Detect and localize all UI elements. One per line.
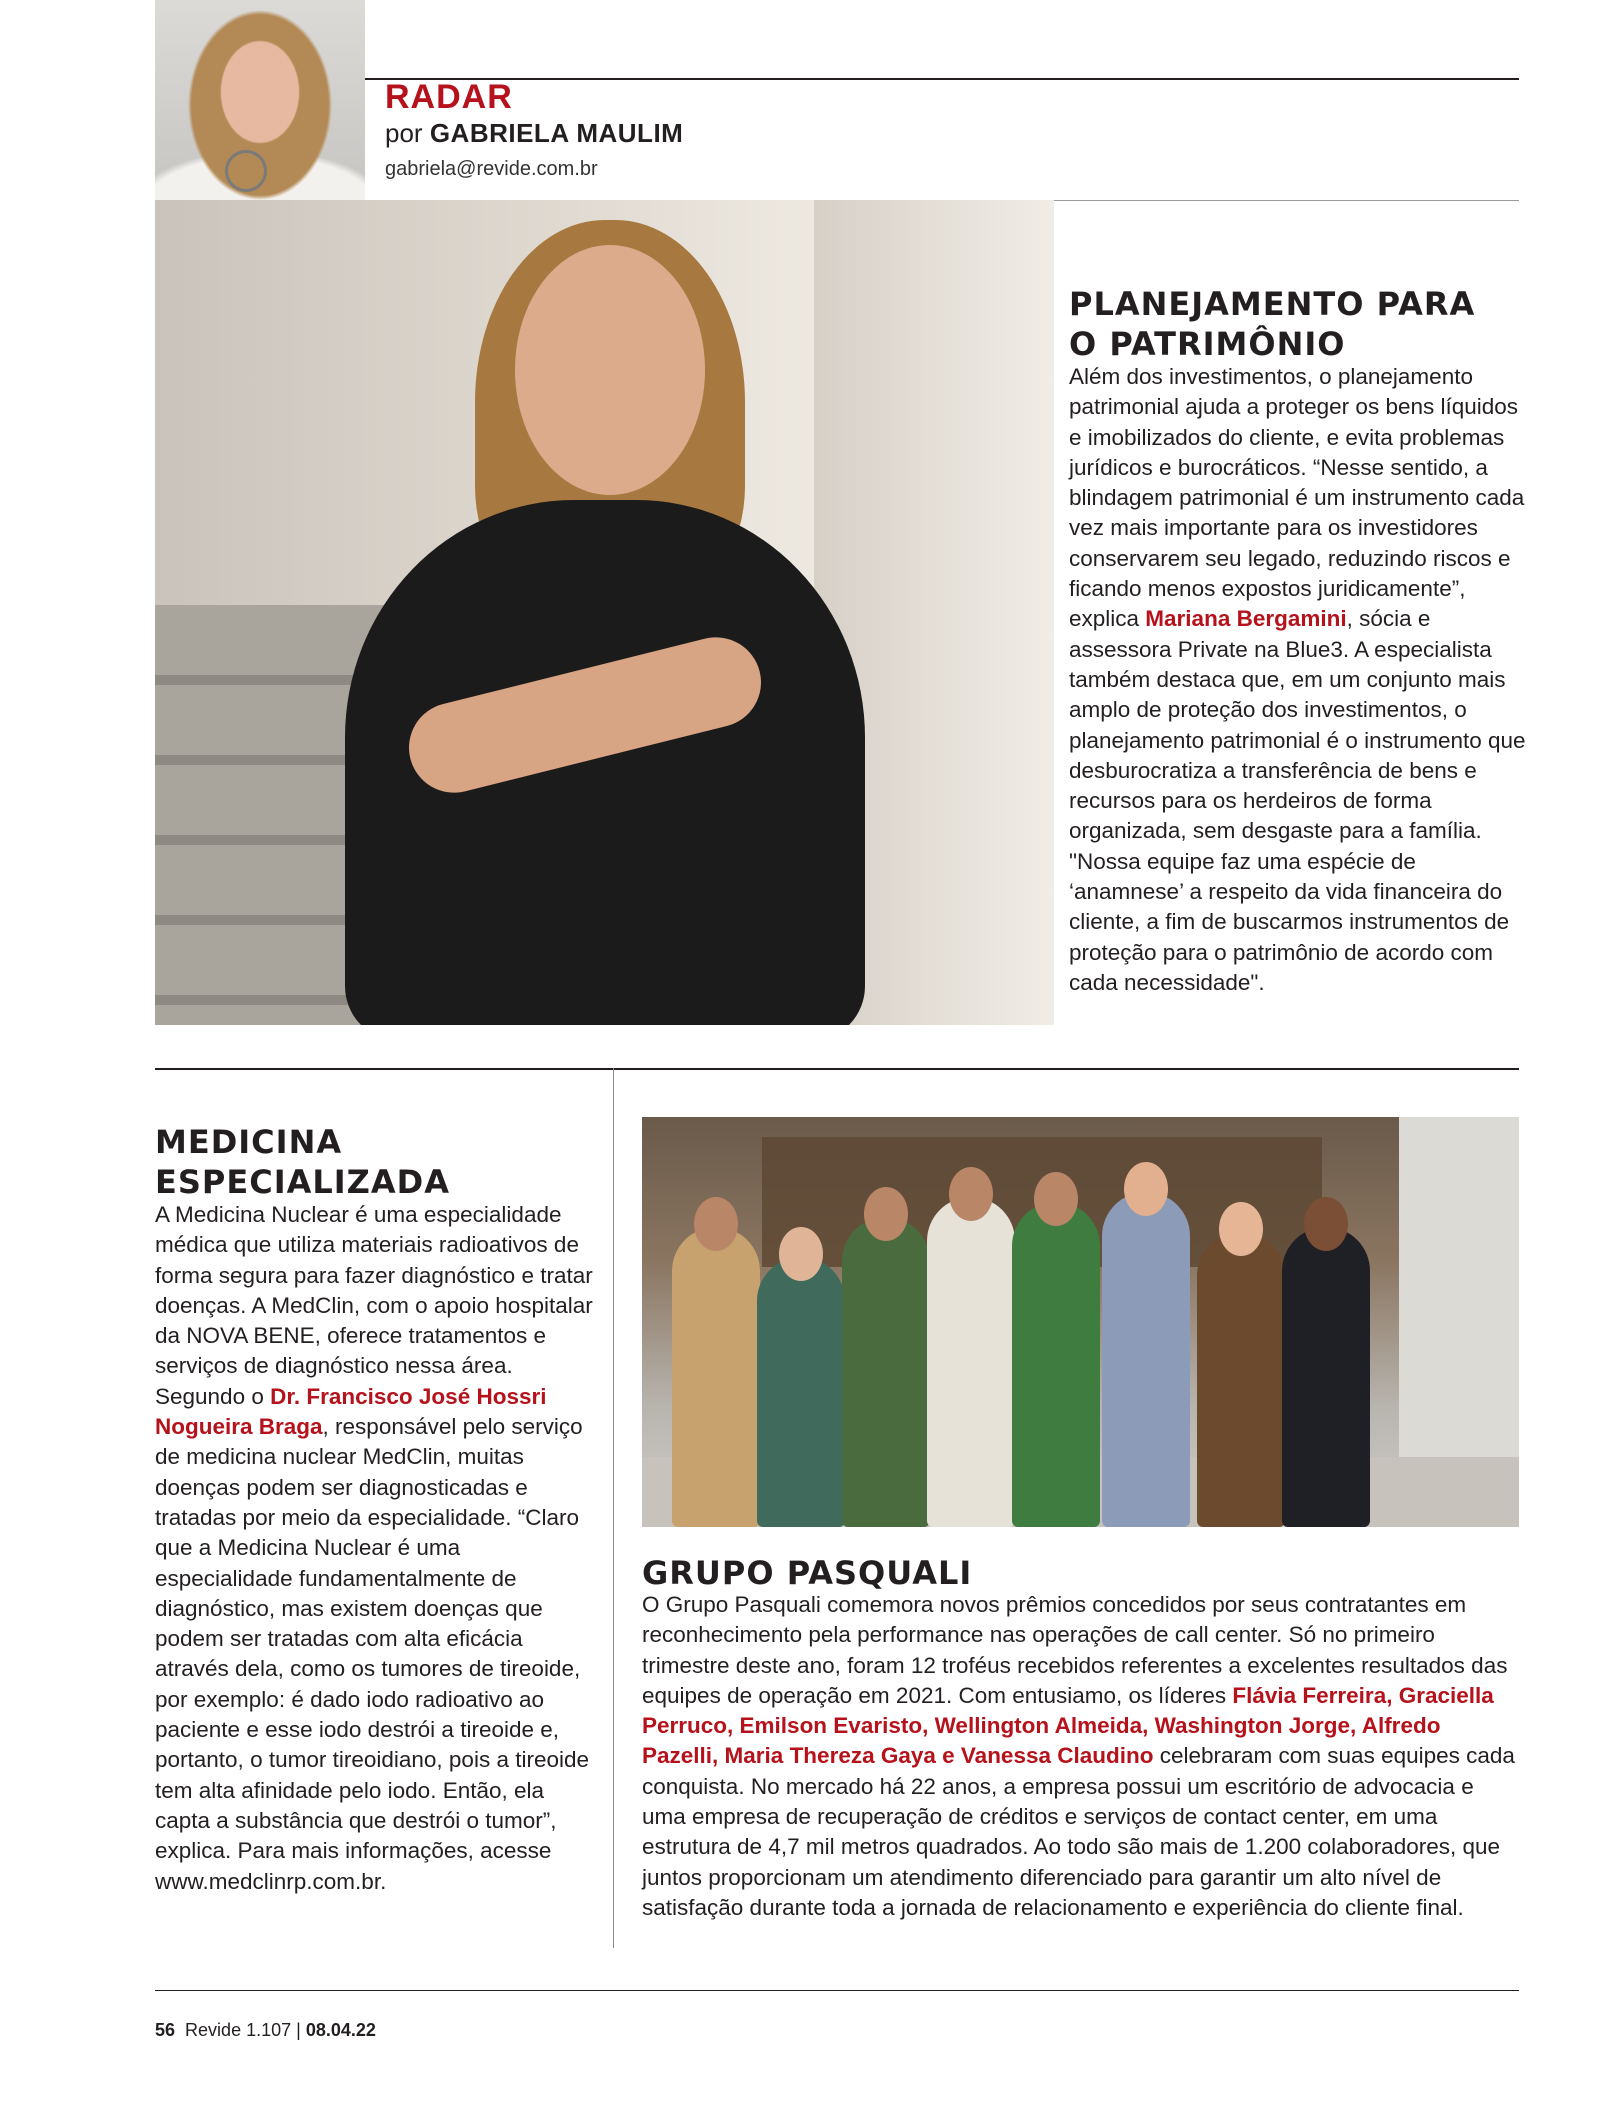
footer-rule (155, 1990, 1519, 1991)
issue-date: 08.04.22 (305, 2020, 376, 2040)
headline-line: O PATRIMÔNIO (1069, 325, 1346, 363)
body-text: Além dos investimentos, o planejamento patrimonial ajuda a proteger os bens líquidos e imobilizados do cliente, e evita problemas jurídicos e burocráticos. “Nesse sentido, a blindagem patrimonial é um instrumento cada vez mais importante para os investidores conservarem seu legado, reduzindo riscos e ficando menos expostos juridicamente”, explica (1069, 364, 1525, 632)
photo-grupo-pasquali (642, 1117, 1519, 1527)
highlight-name: Mariana Bergamini (1145, 606, 1347, 632)
headline-line: PLANEJAMENTO PARA (1069, 285, 1476, 323)
body-text: O Grupo Pasquali comemora novos prêmios concedidos por seus contratantes em reconhecimento pela performance nas operações de call center. Só no primeiro trimestre deste ano, foram 12 troféus recebidos referentes a excelentes resultados das equipes de operação em 2021. Com entusiamo, os líderes (642, 1592, 1508, 1708)
earring-decoration (225, 150, 267, 192)
page-number: 56 (155, 2020, 176, 2040)
magazine-issue: Revide 1.107 (185, 2020, 292, 2040)
highlight-names: Flávia Ferreira, Graciella Perruco, Emilson Evaristo, Wellington Almeida, Washington Jorge, Alfredo Pazelli, Maria Thereza Gaya e Vanessa Claudino (642, 1682, 1494, 1769)
headline-medicina (155, 1122, 595, 1202)
author-name: GABRIELA MAULIM (429, 118, 684, 148)
footer-separator: | (296, 2020, 301, 2040)
headline-pasquali: GRUPO PASQUALI (642, 1554, 973, 1592)
body-text: , responsável pelo serviço de medicina nuclear MedClin, muitas doenças podem ser diagnosticadas e tratadas por meio da especialidade. “Claro que a Medicina Nuclear é uma especialidade fundamentalmente de diagnóstico, mas existem doenças que podem ser tratadas com alta eficácia através dela, como os tumores de tireoide, por exemplo: é dado iodo radioativo ao paciente e esse iodo destrói a tireoide e, portanto, o tumor tireoidiano, pois a tireoide tem alta afinidade pelo iodo. Então, ela capta a substância que destrói o tumor”, explica. Para mais informações, acesse www.medclinrp.com.br. (155, 1414, 590, 1894)
photo-mariana-bergamini (155, 200, 1054, 1025)
byline (385, 118, 683, 149)
body-text: celebraram com suas equipes cada conquista. No mercado há 22 anos, a empresa possui um escritório de advocacia e uma empresa de recuperação de créditos e serviços de contact center, em uma estrutura de 4,7 mil metros quadrados. Ao todo são mais de 1.200 colaboradores, que juntos proporcionam um atendimento diferenciado para garantir um alto nível de satisfação durante toda a jornada de relacionamento e experiência do cliente final. (642, 1743, 1515, 1920)
section-kicker: RADAR (385, 78, 513, 116)
body-pasquali (642, 1590, 1522, 1923)
column-rule (613, 1068, 614, 1948)
headline-line: MEDICINA (155, 1123, 343, 1161)
body-text: , sócia e assessora Private na Blue3. A especialista também destaca que, em um conjunto mais amplo de proteção dos investimentos, o planejamento patrimonial é o instrumento que desburocratiza a transferência de bens e recursos para os herdeiros de forma organizada, sem desgaste para a família. "Nossa equipe faz uma espécie de ‘anamnese’ a respeito da vida financeira do cliente, a fim de buscarmos instrumentos de proteção para o patrimônio de acordo com cada necessidade". (1069, 606, 1526, 995)
page-footer (155, 2020, 376, 2041)
highlight-name: Dr. Francisco José Hossri Nogueira Braga (155, 1383, 547, 1440)
author-email[interactable]: gabriela@revide.com.br (385, 158, 598, 180)
section-rule (155, 1068, 1519, 1070)
body-patrimonio (1069, 362, 1529, 998)
body-medicina (155, 1200, 595, 1897)
author-photo (155, 0, 365, 200)
headline-patrimonio (1069, 284, 1529, 364)
byline-prefix: por (385, 118, 423, 148)
body-text: A Medicina Nuclear é uma especialidade médica que utiliza materiais radioativos de forma segura para fazer diagnóstico e tratar doenças. A MedClin, com o apoio hospitalar da NOVA BENE, oferece tratamentos e serviços de diagnóstico nessa área. Segundo o (155, 1202, 593, 1409)
headline-line: ESPECIALIZADA (155, 1163, 450, 1201)
